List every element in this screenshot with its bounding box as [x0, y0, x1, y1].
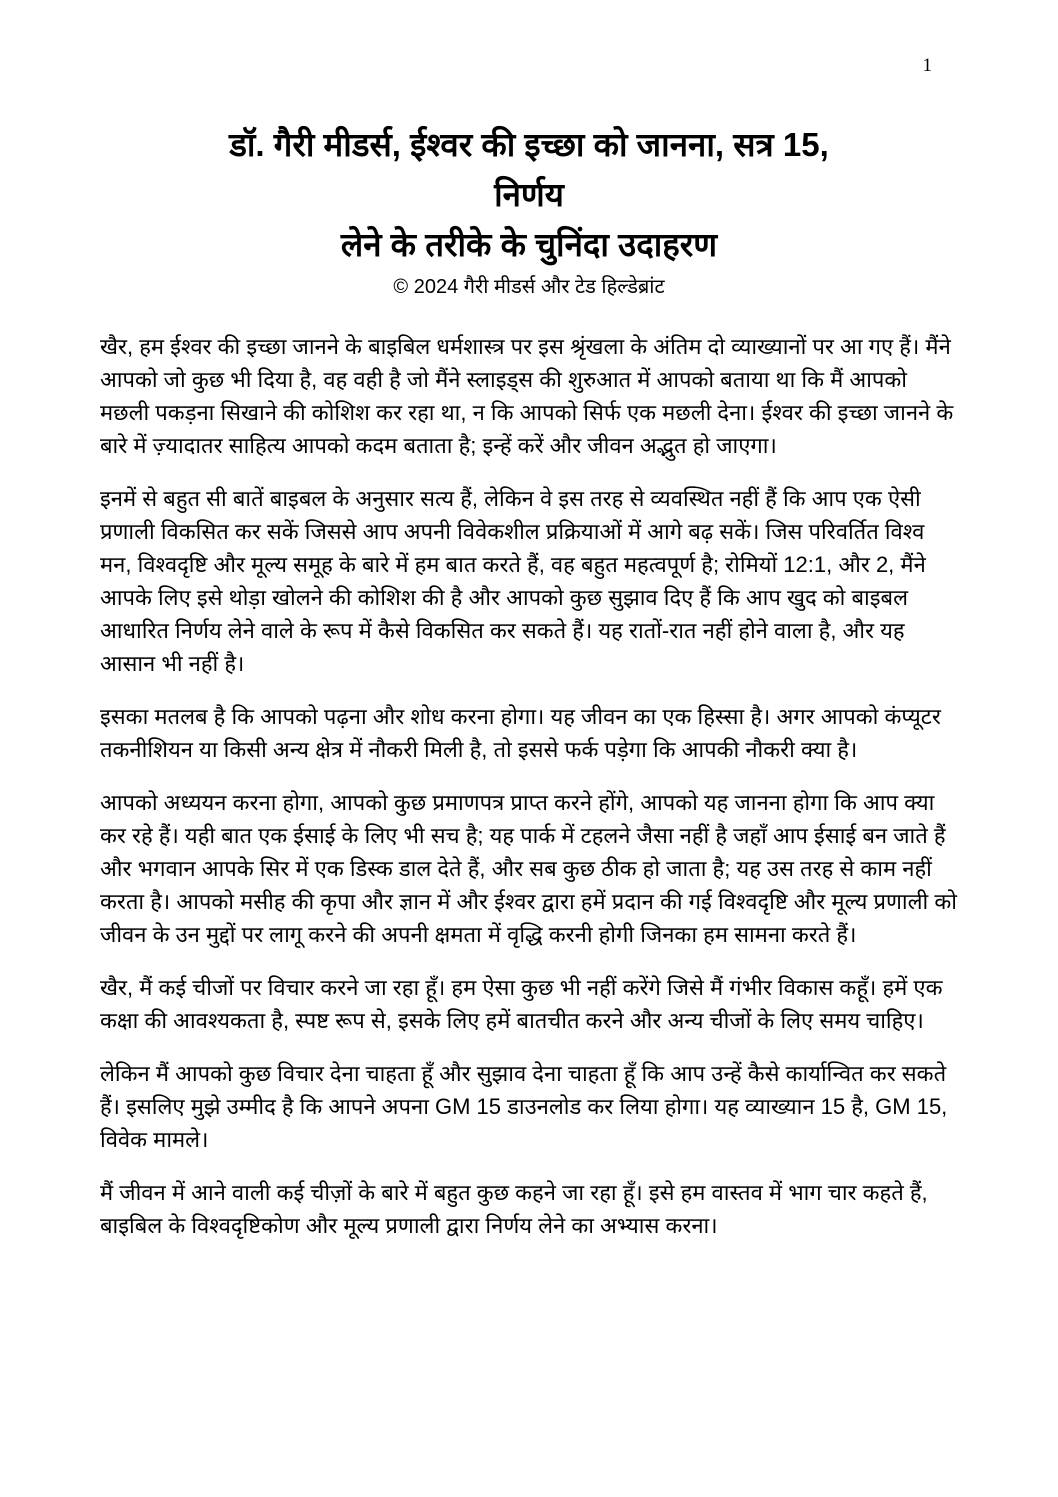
paragraph-3: इसका मतलब है कि आपको पढ़ना और शोध करना होगा। यह जीवन का एक हिस्सा है। अगर आपको कंप्यूटर तकनीशियन या किसी अन्य क्षेत्र में नौकरी मिली है, तो इससे फर्क पड़ेगा कि आपकी नौकरी क्या है। — [100, 704, 941, 762]
paragraph-5: खैर, मैं कई चीजों पर विचार करने जा रहा हूँ। हम ऐसा कुछ भी नहीं करेंगे जिसे मैं गंभीर विकास कहूँ। हमें एक कक्षा की आवश्यकता है, स्पष्ट रूप से, इसके लिए हमें बातचीत करने और अन्य चीजों के लिए समय चाहिए। — [100, 975, 943, 1033]
page-number: 1 — [922, 55, 932, 76]
document-body — [100, 330, 958, 1242]
paragraph-4: आपको अध्ययन करना होगा, आपको कुछ प्रमाणपत्र प्राप्त करने होंगे, आपको यह जानना होगा कि आप क्या कर रहे हैं। यही बात एक ईसाई के लिए भी सच है; यह पार्क में टहलने जैसा नहीं है जहाँ आप ईसाई बन जाते हैं और भगवान आपके सिर में एक डिस्क डाल देते हैं, और सब कुछ ठीक हो जाता है; यह उस तरह से काम नहीं करता है। आपको मसीह की कृपा और ज्ञान में और ईश्वर द्वारा हमें प्रदान की गई विश्वदृष्टि और मूल्य प्रणाली को जीवन के उन मुद्दों पर लागू करने की अपनी क्षमता में वृद्धि करनी होगी जिनका हम सामना करते हैं। — [100, 790, 957, 947]
document-title — [70, 120, 988, 270]
paragraph-7: मैं जीवन में आने वाली कई चीज़ों के बारे में बहुत कुछ कहने जा रहा हूँ। इसे हम वास्तव में भाग चार कहते हैं, बाइबिल के विश्वदृष्टिकोण और मूल्य प्रणाली द्वारा निर्णय लेने का अभ्यास करना। — [100, 1180, 928, 1238]
paragraph-6: लेकिन मैं आपको कुछ विचार देना चाहता हूँ और सुझाव देना चाहता हूँ कि आप उन्हें कैसे कार्यान्वित कर सकते हैं। इसलिए मुझे उम्मीद है कि आपने अपना GM 15 डाउनलोड कर लिया होगा। यह व्याख्यान 15 है, GM 15, विवेक मामले। — [100, 1061, 948, 1152]
title-block — [0, 0, 1058, 302]
paragraph-2: इनमें से बहुत सी बातें बाइबल के अनुसार सत्य हैं, लेकिन वे इस तरह से व्यवस्थित नहीं हैं कि आप एक ऐसी प्रणाली विकसित कर सकें जिससे आप अपनी विवेकशील प्रक्रियाओं में आगे बढ़ सकें। जिस परिवर्तित विश्व मन, विश्वदृष्टि और मूल्य समूह के बारे में हम बात करते हैं, वह बहुत महत्वपूर्ण है; रोमियों 12:1, और 2, मैंने आपके लिए इसे थोड़ा खोलने की कोशिश की है और आपको कुछ सुझाव दिए हैं कि आप खुद को बाइबल आधारित निर्णय लेने वाले के रूप में कैसे विकसित कर सकते हैं। यह रातों-रात नहीं होने वाला है, और यह आसान भी नहीं है। — [100, 486, 926, 676]
title-line-1: डॉ. गैरी मीडर्स, ईश्वर की इच्छा को जानना, सत्र 15, — [229, 126, 829, 163]
copyright-line: © 2024 गैरी मीडर्स और टेड हिल्डेब्रांट — [393, 276, 665, 298]
title-line-3: लेने के तरीके के चुनिंदा उदाहरण — [340, 226, 718, 263]
paragraph-1: खैर, हम ईश्वर की इच्छा जानने के बाइबिल धर्मशास्त्र पर इस श्रृंखला के अंतिम दो व्याख्यानों पर आ गए हैं। मैंने आपको जो कुछ भी दिया है, वह वही है जो मैंने स्लाइड्स की शुरुआत में आपको बताया था कि मैं आपको मछली पकड़ना सिखाने की कोशिश कर रहा था, न कि आपको सिर्फ एक मछली देना। ईश्वर की इच्छा जानने के बारे में ज़्यादातर साहित्य आपको कदम बताता है; इन्हें करें और जीवन अद्भुत हो जाएगा। — [100, 334, 954, 458]
title-line-2: निर्णय — [494, 176, 564, 213]
